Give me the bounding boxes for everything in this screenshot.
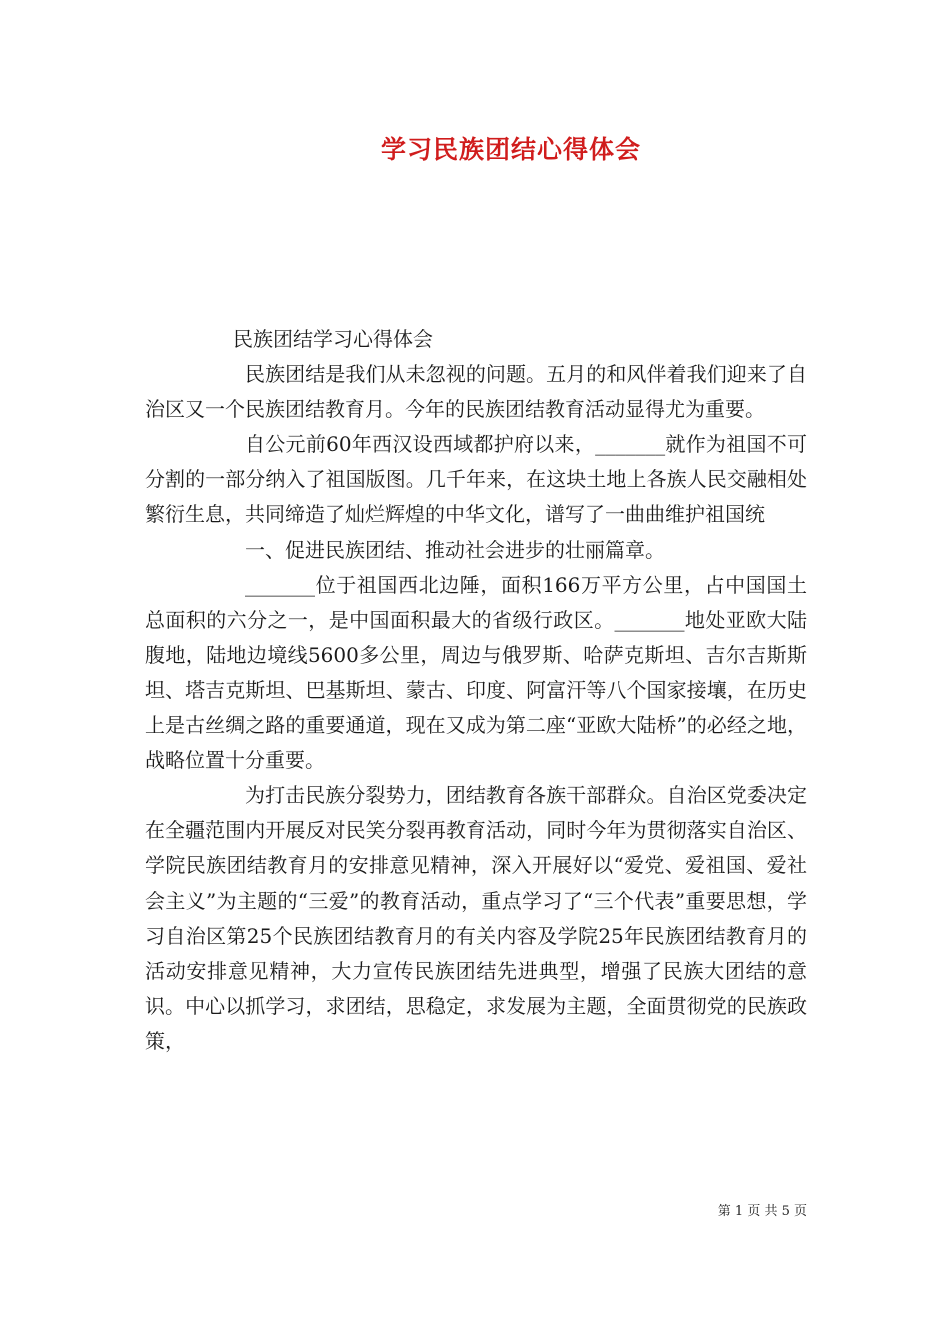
document-title: 学习民族团结心得体会 <box>380 135 641 164</box>
document-body <box>145 322 807 1059</box>
page-number: 第 1 页 共 5 页 <box>717 1204 807 1219</box>
paragraph-geography: _______位于祖国西北边陲，面积166万平方公里，占中国国土总面积的六分之一，是中国面积最大的省级行政区。_______地处亚欧大陆腹地，陆地边境线5600多公里，周边与俄罗斯、哈萨克斯坦、吉尔吉斯斯坦、塔吉克斯坦、巴基斯坦、蒙古、印度、阿富汗等八个国家接壤，在历史上是古丝绸之路的重要通道，现在又成为第二座“亚欧大陆桥”的必经之地，战略位置十分重要。 <box>145 572 807 773</box>
paragraph-intro: 民族团结是我们从未忽视的问题。五月的和风伴着我们迎来了自治区又一个民族团结教育月。今年的民族团结教育活动显得尤为重要。 <box>145 362 807 422</box>
document-subtitle: 民族团结学习心得体会 <box>233 327 433 351</box>
paragraph-education: 为打击民族分裂势力，团结教育各族干部群众。自治区党委决定在全疆范围内开展反对民笑分裂再教育活动，同时今年为贯彻落实自治区、学院民族团结教育月的安排意见精神，深入开展好以“爱党、爱祖国、爱社会主义”为主题的“三爱”的教育活动，重点学习了“三个代表”重要思想，学习自治区第25个民族团结教育月的有关内容及学院25年民族团结教育月的活动安排意见精神，大力宣传民族团结先进典型，增强了民族大团结的意识。中心以抓学习，求团结，思稳定，求发展为主题，全面贯彻党的民族政策， <box>145 783 807 1053</box>
section-heading-1: 一、促进民族团结、推动社会进步的壮丽篇章。 <box>245 537 665 562</box>
paragraph-history: 自公元前60年西汉设西域都护府以来，_______就作为祖国不可分割的一部分纳入了祖国版图。几千年来，在这块土地上各族人民交融相处繁衍生息，共同缔造了灿烂辉煌的中华文化，谱写了一曲曲维护祖国统 <box>145 432 807 527</box>
